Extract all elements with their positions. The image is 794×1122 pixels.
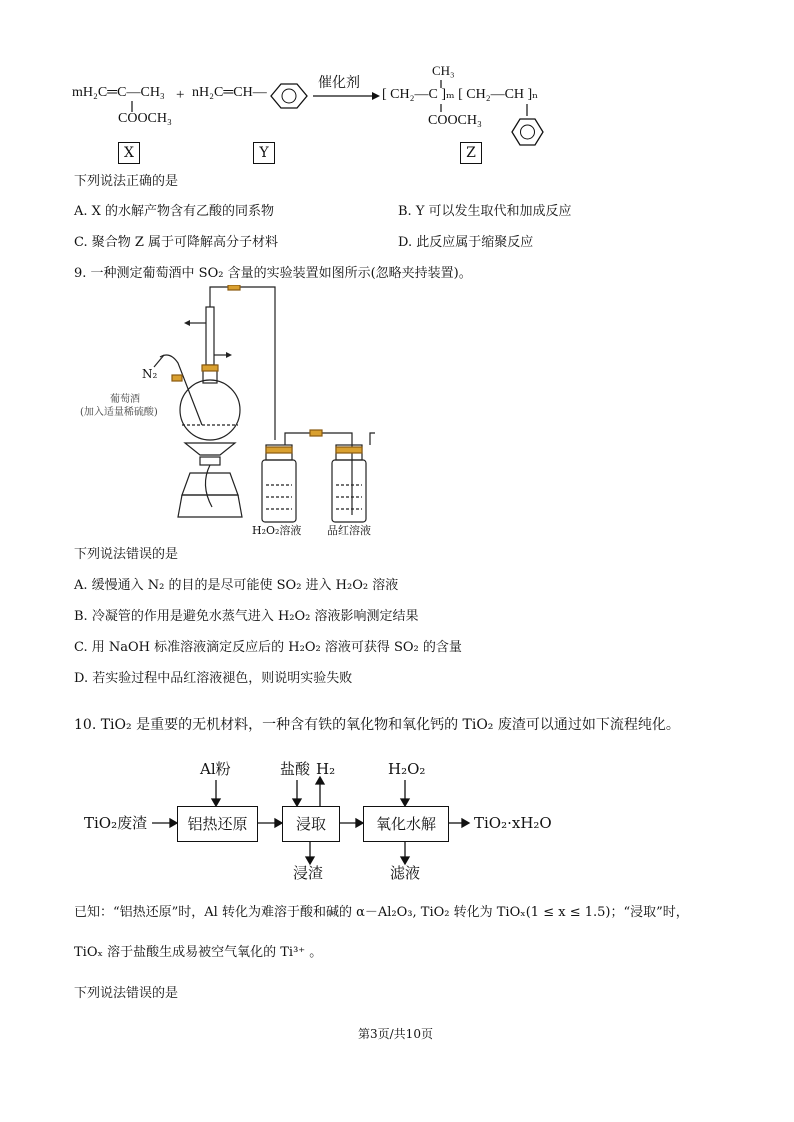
page-number: 第3页/共10页: [358, 1027, 433, 1041]
product-methyl: CH₃: [432, 63, 455, 78]
q10-note-line2: TiOₓ 溶于盐酸生成易被空气氧化的 Ti³⁺ 。: [74, 945, 323, 960]
label-x: X: [118, 142, 140, 164]
flow-hcl: 盐酸: [280, 760, 311, 778]
flow-input: TiO₂废渣: [84, 814, 148, 832]
fig-wine-note: (加入适量稀硫酸): [80, 407, 158, 418]
q8-prompt: 下列说法正确的是: [74, 174, 179, 189]
flow-step-aluminothermic: 铝热还原: [177, 806, 258, 842]
flow-step-leaching: 浸取: [282, 806, 340, 842]
flow-h2o2: H₂O₂: [388, 760, 426, 778]
q9-option-d: D. 若实验过程中品红溶液褪色，则说明实验失败: [74, 671, 353, 686]
q9-stem: 9. 一种测定葡萄酒中 SO₂ 含量的实验装置如图所示(忽略夹持装置)。: [74, 266, 472, 281]
q10-stem: 10. TiO₂ 是重要的无机材料，一种含有铁的氧化物和氧化钙的 TiO₂ 废渣可以通过如下流程纯化。: [74, 717, 680, 733]
q8-option-c: C. 聚合物 Z 属于可降解高分子材料: [74, 235, 279, 250]
q9-option-c: C. 用 NaOH 标准溶液滴定反应后的 H₂O₂ 溶液可获得 SO₂ 的含量: [74, 640, 462, 655]
q9-option-a: A. 缓慢通入 N₂ 的目的是尽可能使 SO₂ 进入 H₂O₂ 溶液: [74, 578, 399, 593]
q9-option-b: B. 冷凝管的作用是避免水蒸气进入 H₂O₂ 溶液影响测定结果: [74, 609, 419, 624]
fig-pinhong-label: 品红溶液: [327, 524, 371, 537]
reagent-x-substituent: COOCH₃: [118, 111, 172, 126]
reagent-y-formula: nH₂C═CH—: [192, 85, 267, 100]
flow-step-oxidative-hydrolysis: 氧化水解: [363, 806, 449, 842]
flow-h2: H₂: [316, 760, 336, 778]
q10-note-line1: 已知：“铝热还原”时，Al 转化为难溶于酸和碱的 α－Al₂O₃, TiO₂ 转化为 TiOₓ(1 ≤ x ≤ 1.5)；“浸取”时，: [74, 905, 689, 920]
q9-prompt: 下列说法错误的是: [74, 547, 179, 562]
q8-option-d: D. 此反应属于缩聚反应: [398, 235, 534, 250]
q8-option-a: A. X 的水解产物含有乙酸的同系物: [74, 204, 275, 219]
flow-output: TiO₂·xH₂O: [474, 814, 552, 832]
label-z: Z: [460, 142, 482, 164]
fig-wine-label: 葡萄酒: [110, 394, 140, 405]
fig-n2-label: N₂: [142, 367, 158, 381]
plus-sign: +: [176, 87, 185, 103]
fig-h2o2-label: H₂O₂溶液: [252, 524, 302, 537]
reagent-x-formula: mH₂C═C—CH₃: [72, 85, 165, 100]
flow-filtrate: 滤液: [390, 864, 421, 882]
flow-al-powder: Al粉: [200, 760, 231, 778]
q8-option-b: B. Y 可以发生取代和加成反应: [398, 204, 572, 219]
flow-residue: 浸渣: [293, 864, 324, 882]
q10-prompt: 下列说法错误的是: [74, 986, 179, 1001]
catalyst-label: 催化剂: [318, 75, 360, 91]
product-substituent: COOCH₃: [428, 113, 482, 128]
product-polymer-chain: [ CH₂—C ]ₘ [ CH₂—CH ]ₙ: [382, 87, 539, 102]
label-y: Y: [253, 142, 275, 164]
